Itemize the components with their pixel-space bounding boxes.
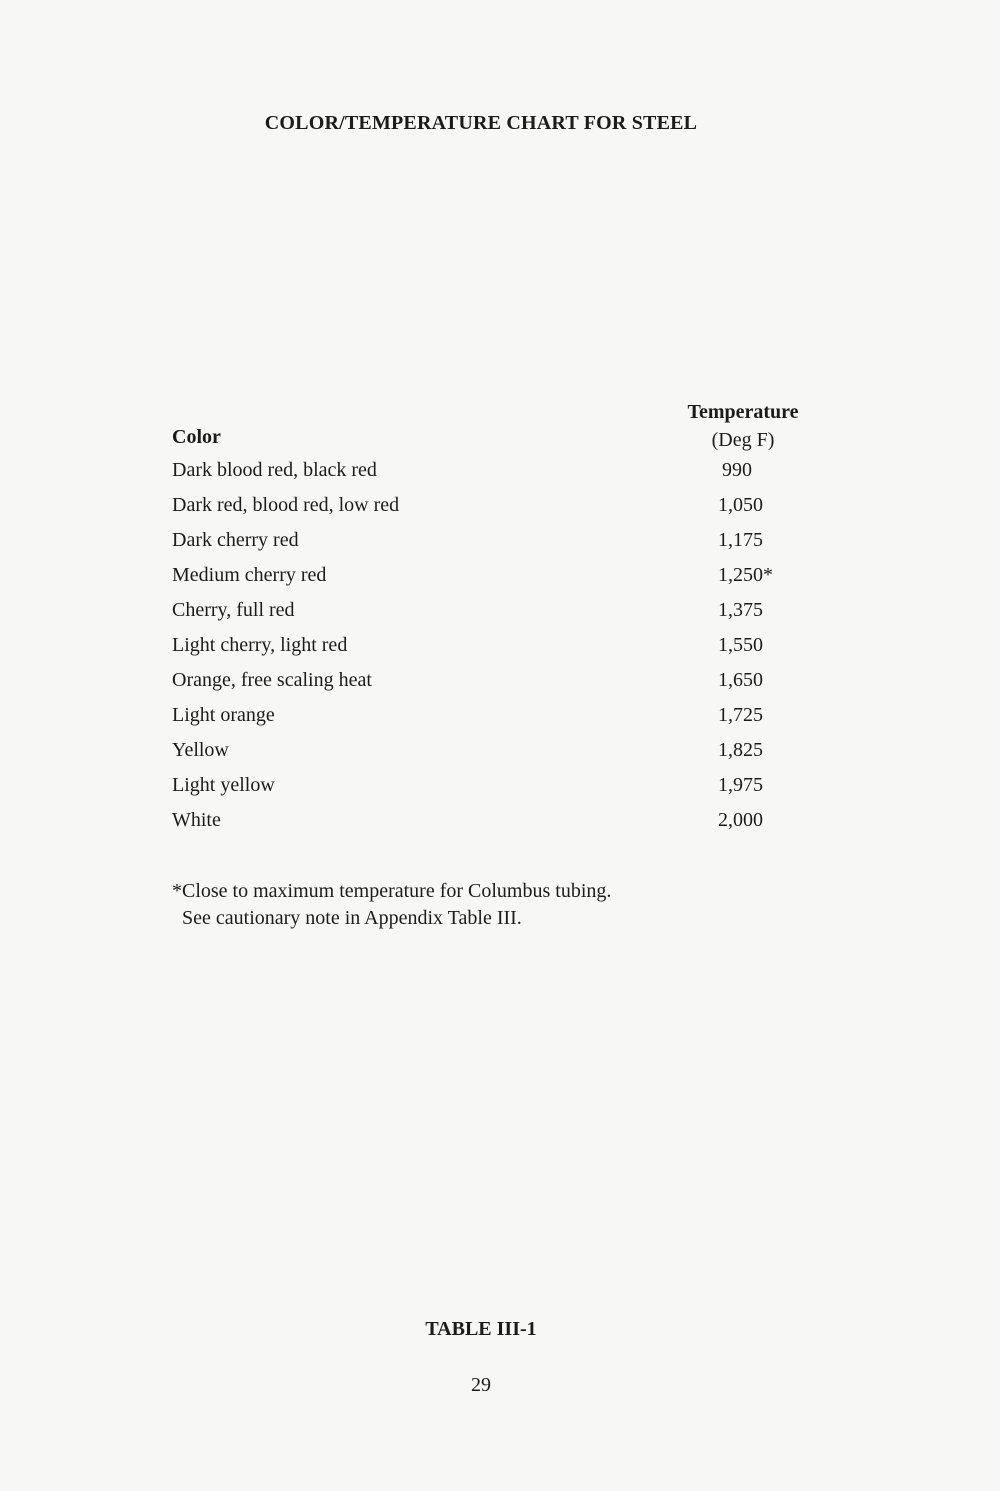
table-row (0, 599, 1000, 634)
table-caption: TABLE III-1 (425, 1318, 537, 1340)
row-color: Yellow (172, 739, 229, 761)
footnote-line-1: *Close to maximum temperature for Columbus tubing. (172, 880, 612, 902)
row-color: Light yellow (172, 774, 275, 796)
column-header-temperature-title: Temperature (687, 401, 799, 423)
row-color: White (172, 809, 221, 831)
table-row (0, 739, 1000, 774)
row-temperature: 1,550 (718, 634, 763, 656)
row-temperature: 1,650 (718, 669, 763, 691)
table-row (0, 634, 1000, 669)
row-color: Dark red, blood red, low red (172, 494, 400, 516)
row-color: Cherry, full red (172, 599, 295, 621)
table-row (0, 529, 1000, 564)
column-header-temperature-unit: (Deg F) (711, 429, 775, 451)
row-color: Light orange (172, 704, 275, 726)
row-color: Light cherry, light red (172, 634, 348, 656)
row-color: Dark cherry red (172, 529, 299, 551)
page-title: COLOR/TEMPERATURE CHART FOR STEEL (264, 112, 698, 134)
color-temperature-table (0, 459, 1000, 844)
row-temperature: 1,175 (718, 529, 763, 551)
table-row (0, 774, 1000, 809)
row-temperature: 1,050 (718, 494, 763, 516)
row-temperature: 1,250* (718, 564, 773, 586)
row-color: Orange, free scaling heat (172, 669, 372, 691)
table-row (0, 809, 1000, 844)
row-color: Dark blood red, black red (172, 459, 377, 481)
table-row (0, 459, 1000, 494)
row-temperature: 2,000 (718, 809, 763, 831)
column-header-temperature (670, 398, 816, 454)
row-temperature: 990 (722, 459, 752, 481)
table-row (0, 669, 1000, 704)
table-row (0, 564, 1000, 599)
footnote (172, 878, 611, 932)
row-temperature: 1,375 (718, 599, 763, 621)
table-row (0, 704, 1000, 739)
row-temperature: 1,825 (718, 739, 763, 761)
footnote-line-2: See cautionary note in Appendix Table III. (182, 907, 522, 929)
page-number: 29 (471, 1374, 491, 1396)
table-row (0, 494, 1000, 529)
row-temperature: 1,725 (718, 704, 763, 726)
row-color: Medium cherry red (172, 564, 327, 586)
row-temperature: 1,975 (718, 774, 763, 796)
column-header-color: Color (172, 426, 221, 448)
